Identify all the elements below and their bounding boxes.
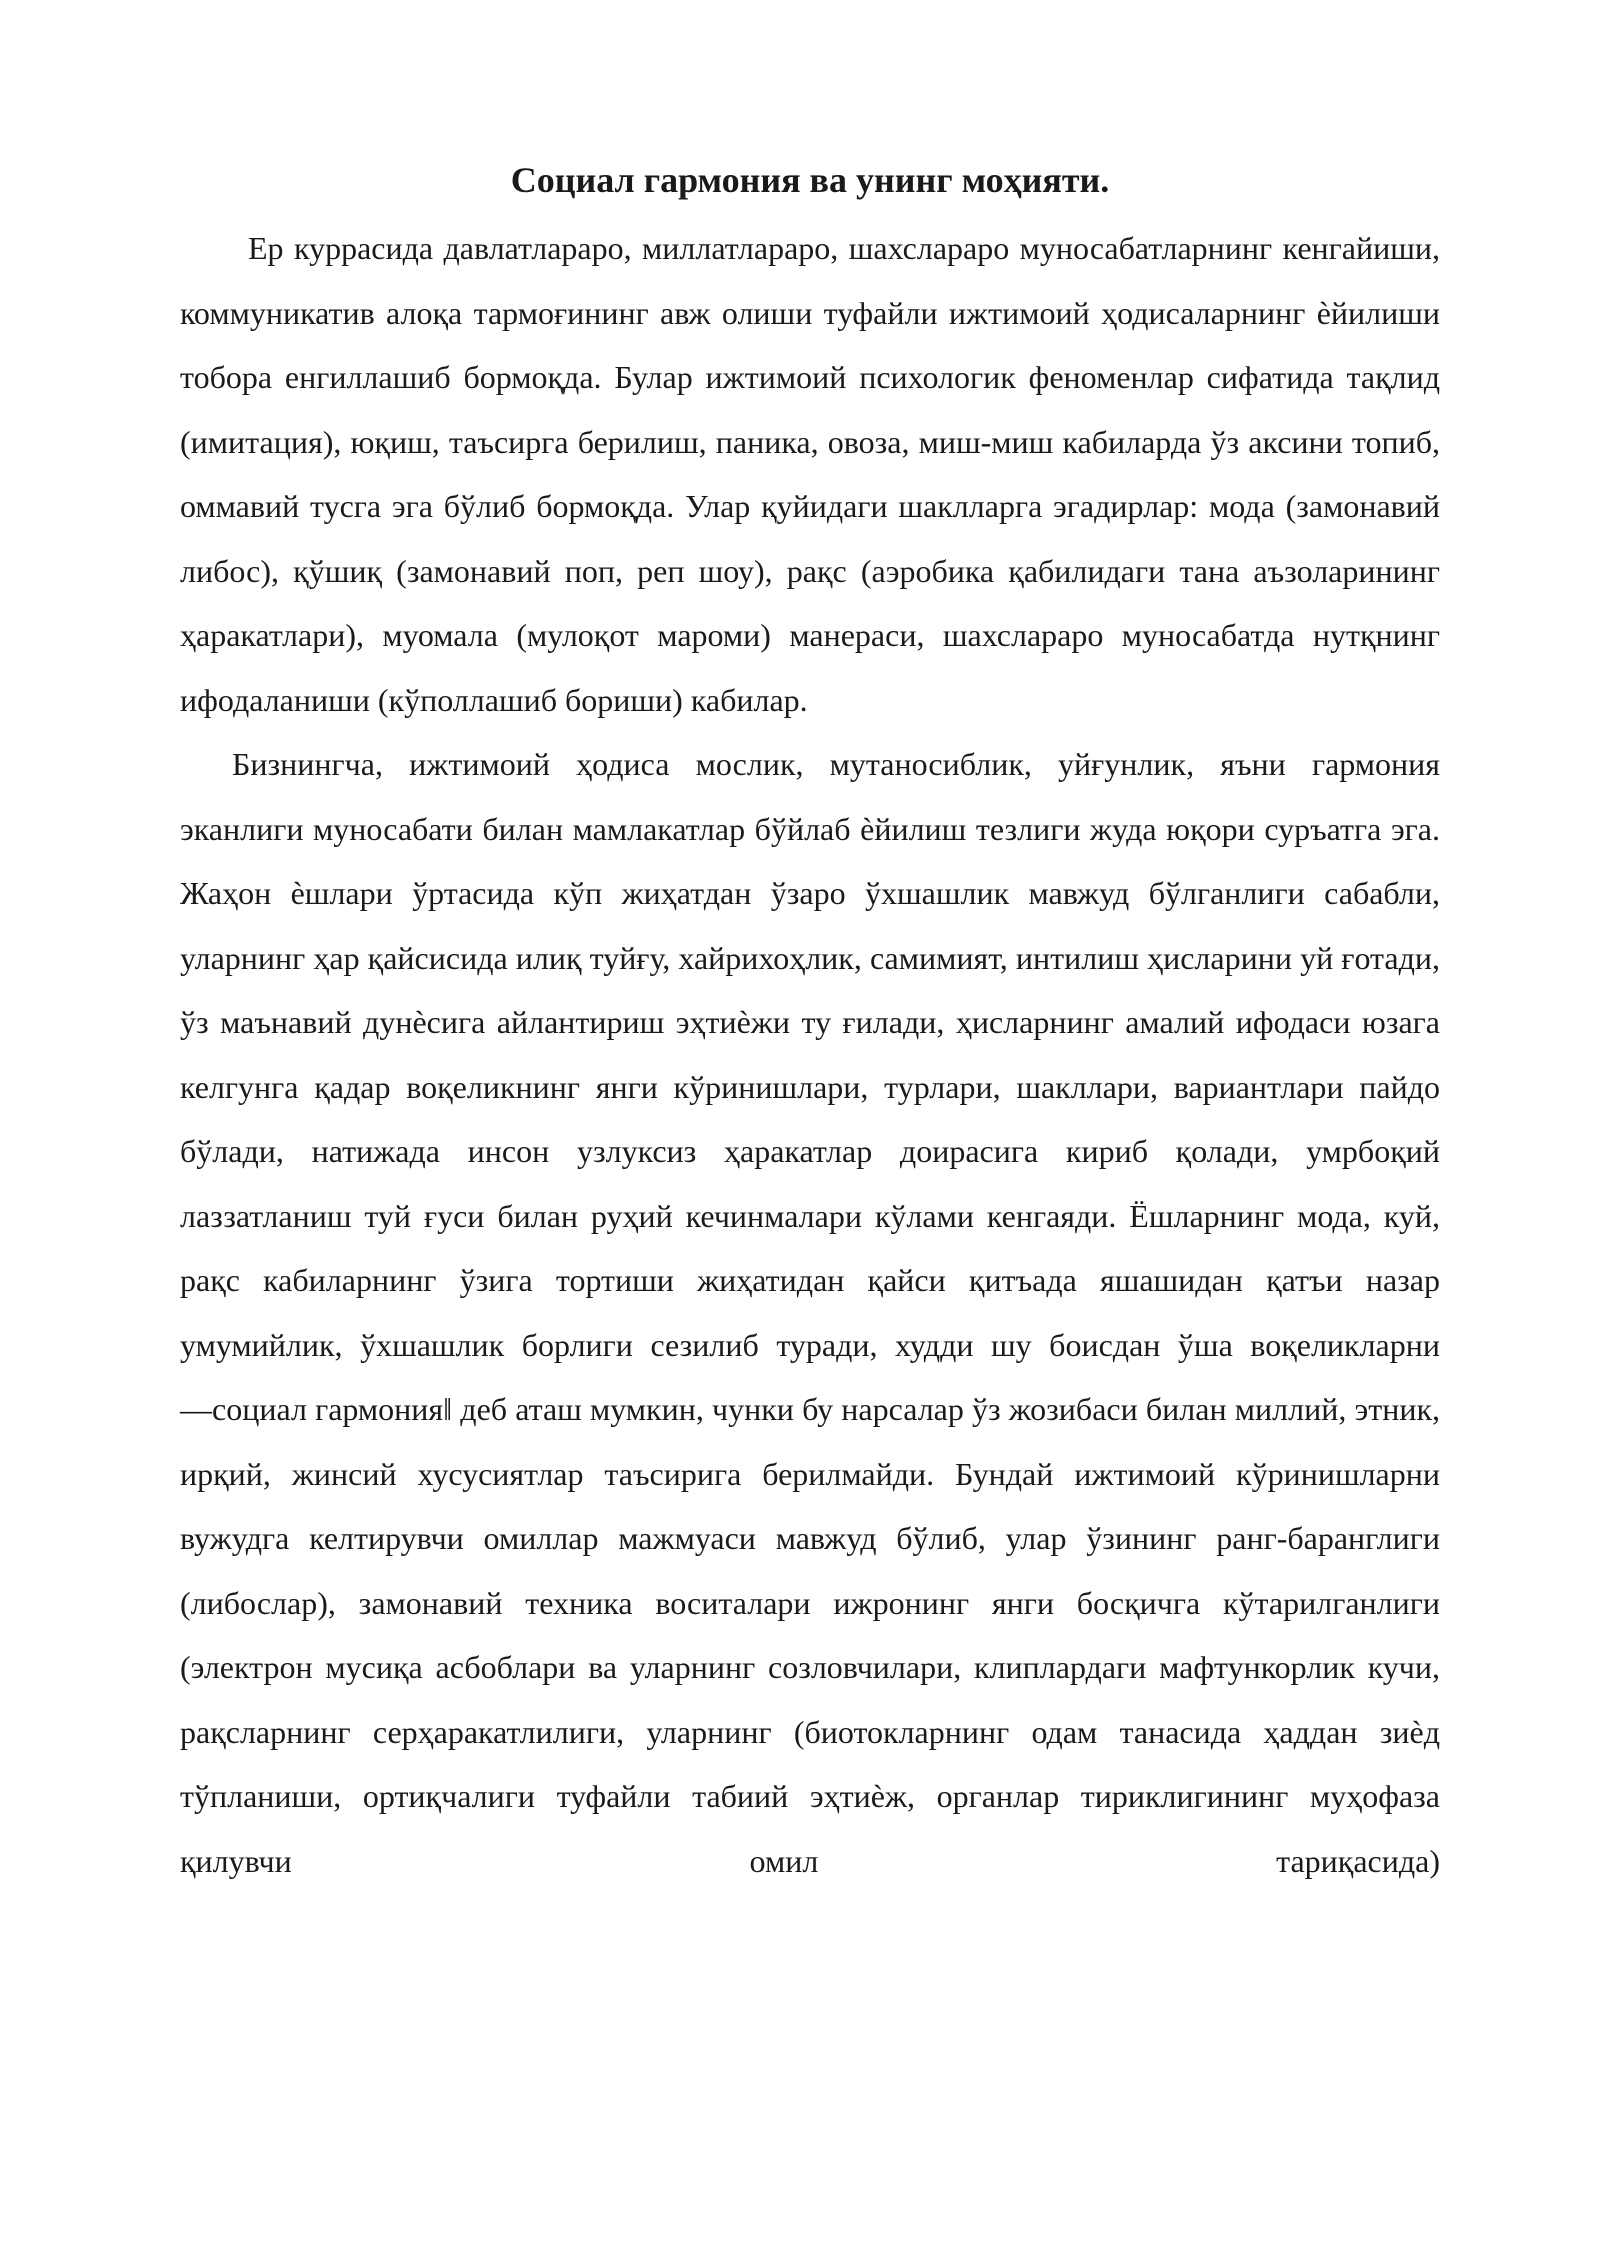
document-body: [180, 216, 1440, 1893]
paragraph-1: Ер куррасида давлатлараро, миллатлараро, шахслараро муносабатларнинг кенгайиши, коммуникатив алоқа тармоғининг авж олиши туфайли ижтимоий ҳодисаларнинг ѐйилиши тобора енгиллашиб бормоқда. Булар ижтимоий психологик феноменлар сифатида тақлид (имитация), юқиш, таъсирга берилиш, паника, овоза, миш-миш кабиларда ўз аксини топиб, оммавий тусга эга бўлиб бормоқда. Улар қуйидаги шаклларга эгадирлар: мода (замонавий либос), қўшиқ (замонавий поп, реп шоу), рақс (аэробика қабилидаги тана аъзоларининг ҳаракатлари), муомала (мулоқот мароми) манераси, шахслараро муносабатда нутқнинг ифодаланиши (кўполлашиб бориши) кабилар.: [180, 230, 1440, 718]
paragraph-2: Бизнингча, ижтимоий ҳодиса мослик, мутаносиблик, уйғунлик, яъни гармония эканлиги муносабати билан мамлакатлар бўйлаб ѐйилиш тезлиги жуда юқори суръатга эга. Жаҳон ѐшлари ўртасида кўп жиҳатдан ўзаро ўхшашлик мавжуд бўлганлиги сабабли, уларнинг ҳар қайсисида илиқ туйғу, хайрихоҳлик, самимият, интилиш ҳисларини уй ғотади, ўз маънавий дунѐсига айлантириш эҳтиѐжи ту ғилади, ҳисларнинг амалий ифодаси юзага келгунга қадар воқеликнинг янги кўринишлари, турлари, шакллари, вариантлари пайдо бўлади, натижада инсон узлуксиз ҳаракатлар доирасига кириб қолади, умрбоқий лаззатланиш туй ғуси билан руҳий кечинмалари кўлами кенгаяди. Ёшларнинг мода, куй, рақс кабиларнинг ўзига тортиши жиҳатидан қайси қитъада яшашидан қатъи назар умумийлик, ўхшашлик борлиги сезилиб туради, худди шу боисдан ўша воқеликларни ―социал гармония‖ деб аташ мумкин, чунки бу нарсалар ўз жозибаси билан миллий, этник, ирқий, жинсий хусусиятлар таъсирига берилмайди. Бундай ижтимоий кўринишларни вужудга келтирувчи омиллар мажмуаси мавжуд бўлиб, улар ўзининг ранг-баранглиги (либослар), замонавий техника воситалари ижронинг янги босқичга кўтарилганлиги (электрон мусиқа асбоблари ва уларнинг созловчилари, клиплардаги мафтункорлик кучи, рақсларнинг серҳаракатлилиги, уларнинг (биотокларнинг одам танасида ҳаддан зиѐд тўпланиши, ортиқчалиги туфайли табиий эҳтиѐж, органлар тириклигининг муҳофаза қилувчи омил тариқасида): [180, 746, 1440, 1879]
document-title: Социал гармония ва унинг моҳияти.: [510, 160, 1110, 200]
